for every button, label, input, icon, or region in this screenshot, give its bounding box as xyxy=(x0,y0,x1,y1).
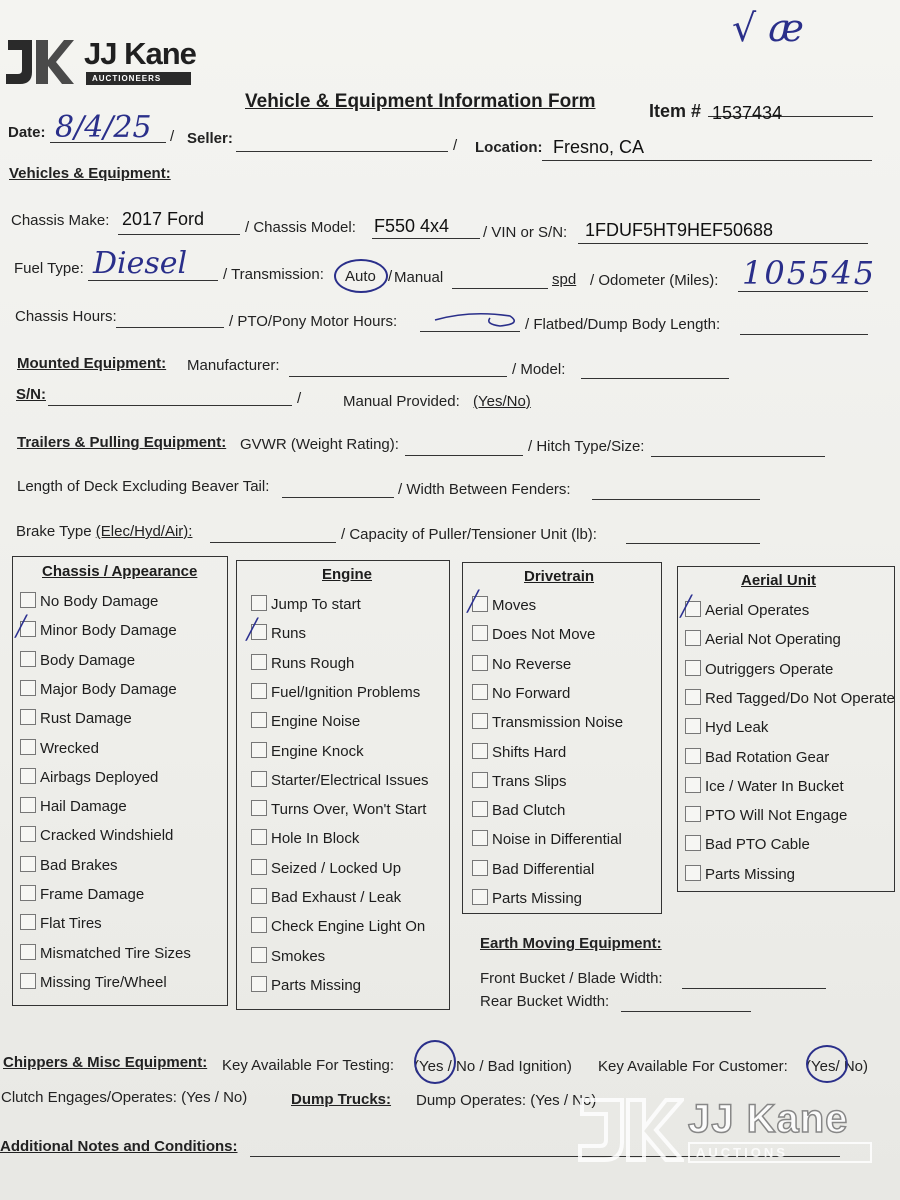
checkbox-label: Hole In Block xyxy=(271,830,360,848)
checkbox-label: Bad Brakes xyxy=(40,856,118,874)
checkbox-label: Hail Damage xyxy=(40,798,127,816)
brake-type-label xyxy=(16,523,192,540)
checkbox[interactable] xyxy=(251,712,267,728)
dump-operates-label[interactable]: Dump Operates: (Yes / No) xyxy=(416,1092,597,1109)
engine-item[interactable] xyxy=(251,771,429,789)
drivetrain-item[interactable] xyxy=(467,589,537,614)
checkbox[interactable] xyxy=(20,797,36,813)
chassis-panel-title: Chassis / Appearance xyxy=(42,563,198,580)
key-testing-label: Key Available For Testing: xyxy=(222,1057,395,1074)
notes-heading: Additional Notes and Conditions: xyxy=(0,1138,238,1155)
form-title: Vehicle & Equipment Information Form xyxy=(245,91,596,112)
seller-line[interactable] xyxy=(236,151,448,152)
checkbox-label: Jump To start xyxy=(271,596,361,613)
watermark-text xyxy=(688,1097,872,1163)
front-bucket-label: Front Bucket / Blade Width: xyxy=(480,970,663,987)
checkbox[interactable] xyxy=(472,830,488,846)
checkbox-label: Does Not Move xyxy=(492,626,596,644)
date-value[interactable]: 8/4/25 xyxy=(55,110,152,145)
checkbox[interactable] xyxy=(20,651,36,667)
checkbox-label: Smokes xyxy=(271,947,326,965)
slash-1: / xyxy=(170,128,175,145)
checkbox[interactable] xyxy=(472,801,488,817)
chassis-hours-line[interactable] xyxy=(116,327,224,328)
model-label: / Model: xyxy=(512,361,566,378)
key-testing-yes[interactable]: Yes xyxy=(419,1058,444,1075)
checkbox-label: No Reverse xyxy=(492,655,572,673)
gvwr-line[interactable] xyxy=(405,455,523,456)
manual-provided-options[interactable]: (Yes/No) xyxy=(473,393,531,410)
capacity-label: / Capacity of Puller/Tensioner Unit (lb): xyxy=(341,526,597,543)
checkbox-label: Check Engine Light On xyxy=(271,918,426,936)
checkbox[interactable] xyxy=(20,826,36,842)
engine-item[interactable] xyxy=(251,888,401,906)
transmission-label: / Transmission: xyxy=(223,266,324,283)
aerial-item[interactable] xyxy=(685,777,844,795)
seller-label: Seller: xyxy=(187,130,233,147)
aerial-item[interactable] xyxy=(685,865,795,883)
checkbox[interactable] xyxy=(472,684,488,700)
checkbox[interactable] xyxy=(472,889,488,905)
key-customer-yes[interactable]: Yes xyxy=(811,1058,836,1075)
checkbox[interactable] xyxy=(685,865,701,881)
front-bucket-line[interactable] xyxy=(682,988,826,989)
checkbox[interactable] xyxy=(20,739,36,755)
checkbox[interactable] xyxy=(251,917,267,933)
watermark-sub: AUCTIONS xyxy=(688,1142,872,1163)
checkbox[interactable] xyxy=(246,617,267,642)
fuel-type-value[interactable]: Diesel xyxy=(93,246,188,281)
checkbox[interactable] xyxy=(467,589,488,613)
vin-line xyxy=(578,243,868,244)
chassis-model-label-text: Chassis Model: xyxy=(253,219,356,236)
checkbox-label: Engine Knock xyxy=(271,742,364,760)
checkbox[interactable] xyxy=(20,914,36,930)
drivetrain-item[interactable] xyxy=(472,684,570,702)
rear-bucket-label: Rear Bucket Width: xyxy=(480,993,610,1010)
watermark-logo-mark xyxy=(574,1094,684,1166)
checkbox[interactable] xyxy=(685,806,701,822)
chassis-item[interactable] xyxy=(15,614,177,640)
vin-value[interactable]: 1FDUF5HT9HEF50688 xyxy=(585,220,774,240)
drivetrain-item[interactable] xyxy=(472,655,571,673)
checkbox-label: Bad Differential xyxy=(492,860,595,878)
checkbox-label: Outriggers Operate xyxy=(705,660,834,678)
key-testing-circle xyxy=(414,1040,456,1084)
checkbox[interactable] xyxy=(251,859,267,875)
capacity-label-text: Capacity of Puller/Tensioner Unit (lb): xyxy=(349,526,597,543)
checkbox-label: Minor Body Damage xyxy=(40,622,177,640)
item-label: Item # xyxy=(649,101,702,121)
key-testing-rest[interactable]: / No / Bad Ignition) xyxy=(447,1058,572,1075)
chassis-item[interactable] xyxy=(20,973,167,991)
trans-auto-circle xyxy=(334,259,388,293)
checkbox[interactable] xyxy=(472,655,488,671)
checkbox[interactable] xyxy=(20,944,36,960)
drivetrain-item[interactable] xyxy=(472,801,565,819)
aerial-item[interactable] xyxy=(685,748,829,766)
drivetrain-item[interactable] xyxy=(472,713,623,731)
key-testing-options: (Yes / No / Bad Ignition) xyxy=(414,1058,572,1075)
checkbox-label: Red Tagged/Do Not Operate xyxy=(705,689,895,707)
checkbox-label: Shifts Hard xyxy=(492,743,567,761)
flatbed-line[interactable] xyxy=(740,334,868,335)
drivetrain-item[interactable] xyxy=(472,889,582,907)
key-customer-options: (Yes/ No) xyxy=(806,1058,868,1075)
chassis-model-value[interactable]: F550 4x4 xyxy=(374,216,450,236)
checkbox[interactable] xyxy=(472,860,488,876)
checkbox-label: Wrecked xyxy=(40,739,99,757)
checkbox-label: Runs xyxy=(271,625,307,643)
sn-label: S/N: xyxy=(16,386,46,403)
chassis-item[interactable] xyxy=(20,680,177,698)
chassis-make-line xyxy=(118,234,240,235)
brake-type-options: (Elec/Hyd/Air): xyxy=(95,523,193,540)
manufacturer-label: Manufacturer: xyxy=(187,357,280,374)
trans-slash: / xyxy=(388,268,393,285)
vin-label: / VIN or S/N: xyxy=(483,224,568,241)
checkbox[interactable] xyxy=(251,947,267,963)
checkbox-label: Body Damage xyxy=(40,651,136,669)
drivetrain-item[interactable] xyxy=(472,743,566,761)
manufacturer-line[interactable] xyxy=(289,376,507,377)
checkbox[interactable] xyxy=(251,771,267,787)
trans-auto-option[interactable]: Auto xyxy=(345,268,376,285)
engine-item[interactable] xyxy=(251,829,359,847)
checkbox[interactable] xyxy=(472,625,488,641)
checkbox-label: Missing Tire/Wheel xyxy=(40,973,167,991)
aerial-item[interactable] xyxy=(685,806,847,824)
engine-item[interactable] xyxy=(251,654,354,672)
engine-item[interactable] xyxy=(251,859,401,877)
width-fenders-line[interactable] xyxy=(592,499,760,500)
chassis-item[interactable] xyxy=(20,826,173,844)
checkbox-label: Starter/Electrical Issues xyxy=(271,771,429,789)
checkbox-label: Mismatched Tire Sizes xyxy=(40,944,191,962)
checkbox-label: Fuel/Ignition Problems xyxy=(271,683,421,701)
checkbox[interactable] xyxy=(20,709,36,725)
checkbox[interactable] xyxy=(685,835,701,851)
gvwr-label: GVWR (Weight Rating): xyxy=(240,436,399,453)
aerial-item[interactable] xyxy=(685,835,810,853)
checkbox-label: Airbags Deployed xyxy=(40,768,159,786)
checkbox[interactable] xyxy=(251,683,267,699)
checkbox-label: PTO Will Not Engage xyxy=(705,807,848,825)
engine-panel-title: Engine xyxy=(322,566,373,583)
engine-item[interactable] xyxy=(251,595,361,613)
checkbox-label: Rust Damage xyxy=(40,710,132,728)
model-line[interactable] xyxy=(581,378,729,379)
aerial-item[interactable] xyxy=(685,660,833,678)
chassis-make-value[interactable]: 2017 Ford xyxy=(122,209,205,229)
checkbox-label: Parts Missing xyxy=(705,865,796,883)
watermark xyxy=(574,1094,872,1166)
hitch-line[interactable] xyxy=(651,456,825,457)
mounted-heading: Mounted Equipment: xyxy=(17,355,167,372)
slash-2: / xyxy=(453,137,458,154)
fuel-type-label: Fuel Type: xyxy=(14,260,84,277)
drivetrain-item[interactable] xyxy=(472,625,595,643)
key-customer-rest[interactable]: / No) xyxy=(835,1058,868,1075)
checkbox-label: Turns Over, Won't Start xyxy=(271,801,427,819)
odometer-label: / Odometer (Miles): xyxy=(590,272,719,289)
checkbox-label: Hyd Leak xyxy=(705,719,769,737)
chassis-hours-label: Chassis Hours: xyxy=(15,308,117,325)
aerial-item[interactable] xyxy=(680,594,810,619)
date-label: Date: xyxy=(8,124,46,141)
checkbox[interactable] xyxy=(20,973,36,989)
flatbed-label: / Flatbed/Dump Body Length: xyxy=(525,316,721,333)
checkbox[interactable] xyxy=(472,772,488,788)
location-value[interactable]: Fresno, CA xyxy=(553,137,645,157)
checkbox-label: Trans Slips xyxy=(492,772,567,790)
check-mark-icon: ╱ xyxy=(467,589,480,613)
checkbox[interactable] xyxy=(20,592,36,608)
checkbox[interactable] xyxy=(251,888,267,904)
checkbox[interactable] xyxy=(685,748,701,764)
chassis-item[interactable] xyxy=(20,885,144,903)
checkbox-label: Aerial Not Operating xyxy=(705,631,841,649)
chippers-heading: Chippers & Misc Equipment: xyxy=(3,1054,208,1071)
deck-length-label: Length of Deck Excluding Beaver Tail: xyxy=(17,478,270,495)
width-fenders-label-text: Width Between Fenders: xyxy=(406,481,571,498)
key-customer-label: Key Available For Customer: xyxy=(598,1058,788,1075)
checkbox[interactable] xyxy=(472,713,488,729)
jj-kane-logo-mark xyxy=(2,32,74,90)
key-customer-circle xyxy=(806,1045,848,1083)
width-fenders-label: / Width Between Fenders: xyxy=(398,481,571,498)
spd-line xyxy=(452,288,548,289)
brake-type-label-text: Brake Type xyxy=(16,523,92,540)
odometer-value[interactable]: 105545 xyxy=(742,254,877,292)
chassis-item[interactable] xyxy=(20,739,99,757)
drivetrain-item[interactable] xyxy=(472,772,566,790)
location-label: Location: xyxy=(475,139,543,156)
checkbox[interactable] xyxy=(680,594,701,618)
checkbox[interactable] xyxy=(251,742,267,758)
checkbox-label: Cracked Windshield xyxy=(40,827,174,845)
engine-item[interactable] xyxy=(251,947,325,965)
checkbox-label: Moves xyxy=(492,597,537,614)
checkbox[interactable] xyxy=(685,660,701,676)
check-mark-icon: ╱ xyxy=(246,617,259,642)
checkbox[interactable] xyxy=(685,630,701,646)
vehicles-heading: Vehicles & Equipment: xyxy=(9,165,171,182)
chassis-model-line xyxy=(372,238,480,239)
checkbox[interactable] xyxy=(251,654,267,670)
drivetrain-item[interactable] xyxy=(472,860,594,878)
checkbox[interactable] xyxy=(685,718,701,734)
capacity-line[interactable] xyxy=(626,543,760,544)
sn-line[interactable] xyxy=(48,405,292,406)
pto-hours-label: / PTO/Pony Motor Hours: xyxy=(229,313,398,330)
logo-subtitle: AUCTIONEERS xyxy=(86,72,191,85)
earth-moving-heading: Earth Moving Equipment: xyxy=(480,935,662,952)
slash-sn: / xyxy=(297,390,302,407)
trailers-heading: Trailers & Pulling Equipment: xyxy=(17,434,227,451)
check-mark-icon: ╱ xyxy=(15,614,28,639)
logo-name: JJ Kane xyxy=(84,36,196,71)
item-number[interactable]: 1537434 xyxy=(712,103,783,123)
chassis-make-label: Chassis Make: xyxy=(11,212,110,229)
checkbox[interactable] xyxy=(472,743,488,759)
checkbox[interactable] xyxy=(20,885,36,901)
checkbox-label: Noise in Differential xyxy=(492,831,622,849)
chassis-item[interactable] xyxy=(20,856,118,874)
signature: √ æ xyxy=(732,6,805,50)
engine-item[interactable] xyxy=(251,683,420,701)
chassis-item[interactable] xyxy=(20,797,127,815)
checkbox-label: No Forward xyxy=(492,684,571,702)
checkbox-label: Bad Exhaust / Leak xyxy=(271,889,402,906)
pto-scribble xyxy=(430,308,525,332)
checkbox-label: Frame Damage xyxy=(40,886,145,903)
checkbox-label: Aerial Operates xyxy=(705,602,810,619)
checkbox[interactable] xyxy=(20,768,36,784)
aerial-item[interactable] xyxy=(685,689,895,707)
checkbox-label: Bad PTO Cable xyxy=(705,836,810,854)
aerial-item[interactable] xyxy=(685,630,841,648)
engine-item[interactable] xyxy=(251,917,425,935)
deck-length-line[interactable] xyxy=(282,497,394,498)
engine-item[interactable] xyxy=(251,712,360,730)
rear-bucket-line[interactable] xyxy=(621,1011,751,1012)
hitch-label-text: Hitch Type/Size: xyxy=(536,438,645,455)
clutch-label[interactable]: Clutch Engages/Operates: (Yes / No) xyxy=(1,1089,248,1106)
checkbox[interactable] xyxy=(20,680,36,696)
dump-trucks-heading: Dump Trucks: xyxy=(291,1091,392,1108)
brake-type-line[interactable] xyxy=(210,542,336,543)
engine-item[interactable] xyxy=(251,976,361,994)
aerial-panel-title: Aerial Unit xyxy=(741,572,817,589)
checkbox[interactable] xyxy=(685,689,701,705)
checkbox-label: Major Body Damage xyxy=(40,680,177,698)
checkbox-label: Bad Clutch xyxy=(492,802,566,820)
chassis-model-label: / Chassis Model: xyxy=(245,219,356,236)
checkbox-label: No Body Damage xyxy=(40,593,159,610)
checkbox[interactable] xyxy=(251,800,267,816)
drivetrain-panel-title: Drivetrain xyxy=(524,568,595,585)
vin-label-text: VIN or S/N: xyxy=(491,224,568,241)
aerial-item[interactable] xyxy=(685,718,768,736)
checkbox-label: Seized / Locked Up xyxy=(271,859,402,877)
checkbox-label: Runs Rough xyxy=(271,654,355,672)
engine-item[interactable] xyxy=(246,617,307,643)
chassis-item[interactable] xyxy=(20,592,158,610)
checkbox[interactable] xyxy=(251,976,267,992)
checkbox-label: Engine Noise xyxy=(271,713,361,731)
hitch-label: / Hitch Type/Size: xyxy=(528,438,645,455)
checkbox[interactable] xyxy=(685,777,701,793)
chassis-item[interactable] xyxy=(20,944,191,962)
flatbed-label-text: Flatbed/Dump Body Length: xyxy=(533,316,721,333)
checkbox-label: Flat Tires xyxy=(40,915,102,933)
checkbox[interactable] xyxy=(251,829,267,845)
engine-item[interactable] xyxy=(251,800,426,818)
chassis-item[interactable] xyxy=(20,914,102,932)
check-mark-icon: ╱ xyxy=(680,594,693,618)
checkbox-label: Parts Missing xyxy=(492,890,583,907)
location-line xyxy=(542,160,872,161)
checkbox[interactable] xyxy=(251,595,267,611)
odometer-label-text: Odometer (Miles): xyxy=(598,272,719,289)
checkbox-label: Ice / Water In Bucket xyxy=(705,777,844,795)
model-label-text: Model: xyxy=(520,361,566,378)
spd-label: spd xyxy=(552,271,577,288)
manual-provided-label: Manual Provided: xyxy=(343,393,460,410)
checkbox-label: Transmission Noise xyxy=(492,714,624,732)
drivetrain-item[interactable] xyxy=(472,830,622,848)
checkbox[interactable] xyxy=(20,856,36,872)
chassis-item[interactable] xyxy=(20,768,158,786)
pto-hours-label-text: PTO/Pony Motor Hours: xyxy=(237,313,398,330)
chassis-item[interactable] xyxy=(20,651,135,669)
watermark-name: JJ Kane xyxy=(688,1097,849,1141)
transmission-label-text: Transmission: xyxy=(231,266,324,283)
checkbox-label: Parts Missing xyxy=(271,976,362,994)
checkbox[interactable] xyxy=(15,614,36,639)
checkbox-label: Bad Rotation Gear xyxy=(705,748,830,766)
chassis-item[interactable] xyxy=(20,709,132,727)
engine-item[interactable] xyxy=(251,742,364,760)
trans-manual-option[interactable]: Manual xyxy=(394,269,444,286)
